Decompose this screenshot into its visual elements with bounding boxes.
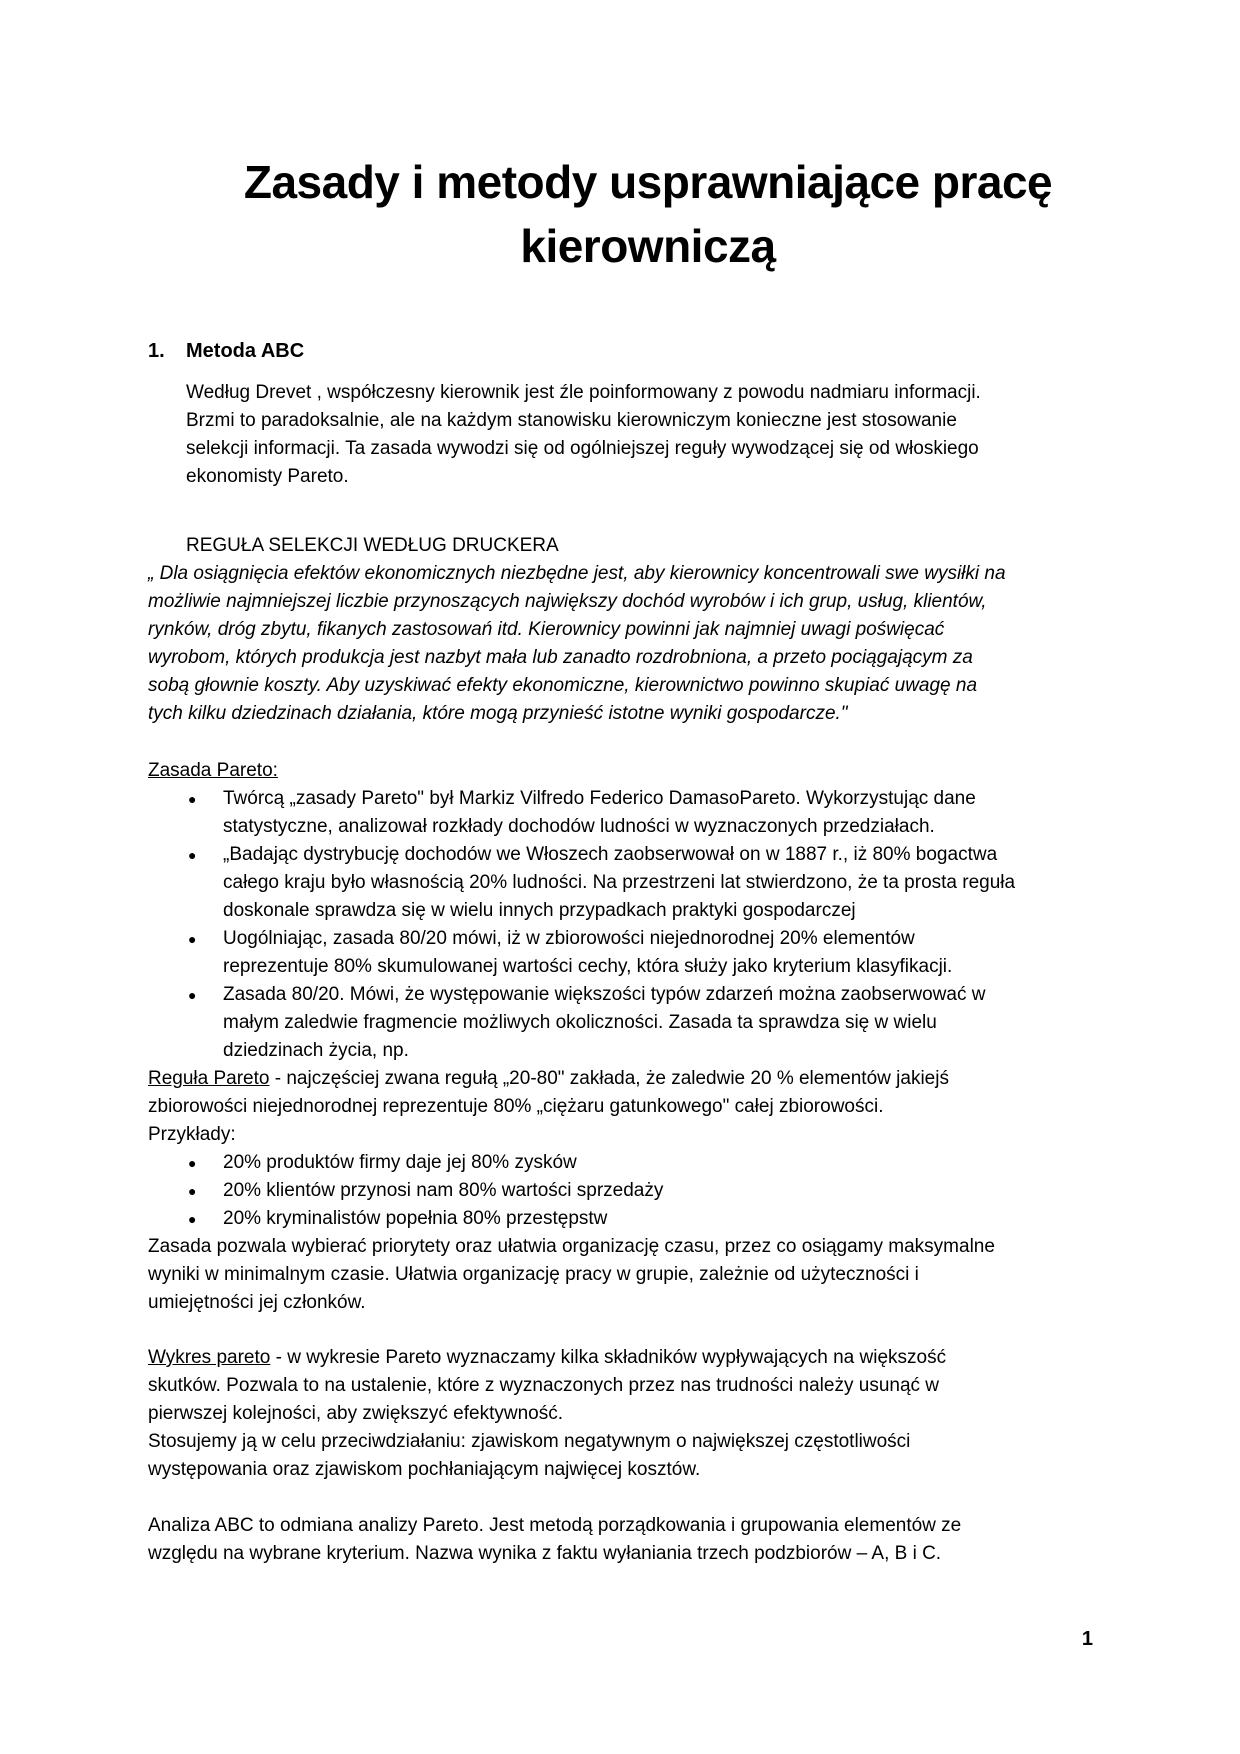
intro-line: Według Drevet , współczesny kierownik jest źle poinformowany z powodu nadmiaru informacji. — [186, 382, 981, 403]
examples-list — [148, 1149, 1108, 1233]
regula-line-2: zbiorowości niejednorodnej reprezentuje 80% „ciężaru gatunkowego" całej zbiorowości. — [148, 1096, 884, 1117]
wykres-pareto-paragraph — [148, 1344, 1108, 1484]
quote-line: tych kilku dziedzinach działania, które mogą przynieść istotne wyniki gospodarcze." — [148, 703, 848, 724]
bullet-line: Twórcą „zasady Pareto" był Markiz Vilfredo Federico DamasoPareto. Wykorzystując dane — [223, 788, 976, 809]
regula-term: Reguła Pareto — [148, 1068, 270, 1089]
analiza-abc-paragraph — [148, 1512, 1108, 1568]
example-text: 20% kryminalistów popełnia 80% przestępstw — [223, 1208, 608, 1229]
page-number: 1 — [1081, 1628, 1093, 1650]
wykres-text: - w wykresie Pareto wyznaczamy kilka składników wypływających na większość — [270, 1347, 947, 1368]
bullet-line: reprezentuje 80% skumulowanej wartości cechy, która służy jako kryterium klasyfikacji. — [223, 956, 953, 977]
zasada-line: wyniki w minimalnym czasie. Ułatwia organizację pracy w grupie, zależnie od użyteczności i — [148, 1264, 919, 1285]
wykres-first-line — [148, 1344, 1108, 1372]
analiza-line: Analiza ABC to odmiana analizy Pareto. Jest metodą porządkowania i grupowania elementów ze — [148, 1515, 962, 1536]
zasada-line: umiejętności jej członków. — [148, 1292, 366, 1313]
list-item — [148, 981, 1108, 1065]
zasada-line: Zasada pozwala wybierać priorytety oraz ułatwia organizację czasu, przez co osiągamy maksymalne — [148, 1236, 995, 1257]
section-heading-metoda-abc — [148, 337, 304, 365]
pareto-bullet-list — [148, 785, 1108, 1065]
bullet-icon: ● — [188, 847, 197, 863]
title-line-2: kierowniczą — [520, 220, 776, 272]
list-item — [148, 1205, 1108, 1233]
wykres-line: skutków. Pozwala to na ustalenie, które z wyznaczonych przez nas trudności należy usunąć w — [148, 1375, 940, 1396]
section-number: 1. — [148, 340, 165, 362]
intro-line: Brzmi to paradoksalnie, ale na każdym stanowisku kierowniczym konieczne jest stosowanie — [186, 410, 957, 431]
example-text: 20% klientów przynosi nam 80% wartości sprzedaży — [223, 1180, 664, 1201]
drucker-heading: REGUŁA SELEKCJI WEDŁUG DRUCKERA — [186, 535, 559, 556]
quote-line: „ Dla osiągnięcia efektów ekonomicznych niezbędne jest, aby kierownicy koncentrowali swe wysiłki na — [148, 563, 1006, 584]
bullet-line: „Badając dystrybucję dochodów we Włoszech zaobserwował on w 1887 r., iż 80% bogactwa — [223, 844, 998, 865]
bullet-line: doskonale sprawdza się w wielu innych przypadkach praktyki gospodarczej — [223, 900, 856, 921]
wykres-line: Stosujemy ją w celu przeciwdziałaniu: zjawiskom negatywnym o największej częstotliwości — [148, 1431, 911, 1452]
page-title — [148, 150, 1148, 278]
bullet-icon: ● — [188, 931, 197, 947]
bullet-icon: ● — [188, 987, 197, 1003]
drucker-quote — [148, 560, 1006, 728]
bullet-line: Zasada 80/20. Mówi, że występowanie większości typów zdarzeń można zaobserwować w — [223, 984, 986, 1005]
regula-pareto-line — [148, 1065, 1108, 1093]
quote-line: rynków, dróg zbytu, fikanych zastosowań itd. Kierownicy powinni jak najmniej uwagi poświęcać — [148, 619, 945, 640]
wykres-term: Wykres pareto — [148, 1347, 271, 1368]
wykres-line: występowania oraz zjawiskom pochłaniającym najwięcej kosztów. — [148, 1459, 701, 1480]
bullet-icon: ● — [188, 1211, 197, 1227]
list-item — [148, 925, 1108, 981]
section-title: Metoda ABC — [186, 340, 305, 362]
analiza-line: względu na wybrane kryterium. Nazwa wynika z faktu wyłaniania trzech podzbiorów – A, B i C. — [148, 1543, 942, 1564]
quote-line: możliwie najmniejszej liczbie przynoszących największy dochód wyrobów i ich grup, usług, klientów, — [148, 591, 987, 612]
quote-line: sobą głownie koszty. Aby uzyskiwać efekty ekonomiczne, kierownictwo powinno skupiać uwagę na — [148, 675, 978, 696]
list-item — [148, 785, 1108, 841]
bullet-line: dziedzinach życia, np. — [223, 1040, 409, 1061]
list-item — [148, 841, 1108, 925]
bullet-icon: ● — [188, 791, 197, 807]
title-line-1: Zasady i metody usprawniające pracę — [243, 156, 1053, 208]
regula-text: - najczęściej zwana regułą „20-80" zakłada, że zaledwie 20 % elementów jakiejś — [269, 1068, 949, 1089]
intro-paragraph — [186, 379, 981, 491]
bullet-icon: ● — [188, 1155, 197, 1171]
examples-label: Przykłady: — [148, 1124, 236, 1145]
bullet-line: statystyczne, analizował rozkłady dochodów ludności w wyznaczonych przedziałach. — [223, 816, 935, 837]
bullet-line: całego kraju było własnością 20% ludności. Na przestrzeni lat stwierdzono, że ta prosta reguła — [223, 872, 1016, 893]
quote-line: wyrobom, których produkcja jest nazbyt mała lub zanadto rozdrobniona, a przeto pociągającym za — [148, 647, 973, 668]
bullet-icon: ● — [188, 1183, 197, 1199]
pareto-section — [148, 757, 1108, 1317]
intro-line: selekcji informacji. Ta zasada wywodzi się od ogólniejszej reguły wywodzącej się od włoskiego — [186, 438, 979, 459]
intro-line: ekonomisty Pareto. — [186, 466, 349, 487]
list-item — [148, 1177, 1108, 1205]
bullet-line: Uogólniając, zasada 80/20 mówi, iż w zbiorowości niejednorodnej 20% elementów — [223, 928, 915, 949]
pareto-heading: Zasada Pareto: — [148, 760, 278, 781]
list-item — [148, 1149, 1108, 1177]
example-text: 20% produktów firmy daje jej 80% zysków — [223, 1152, 577, 1173]
bullet-line: małym zaledwie fragmencie możliwych okoliczności. Zasada ta sprawdza się w wielu — [223, 1012, 937, 1033]
wykres-line: pierwszej kolejności, aby zwiększyć efektywność. — [148, 1403, 563, 1424]
